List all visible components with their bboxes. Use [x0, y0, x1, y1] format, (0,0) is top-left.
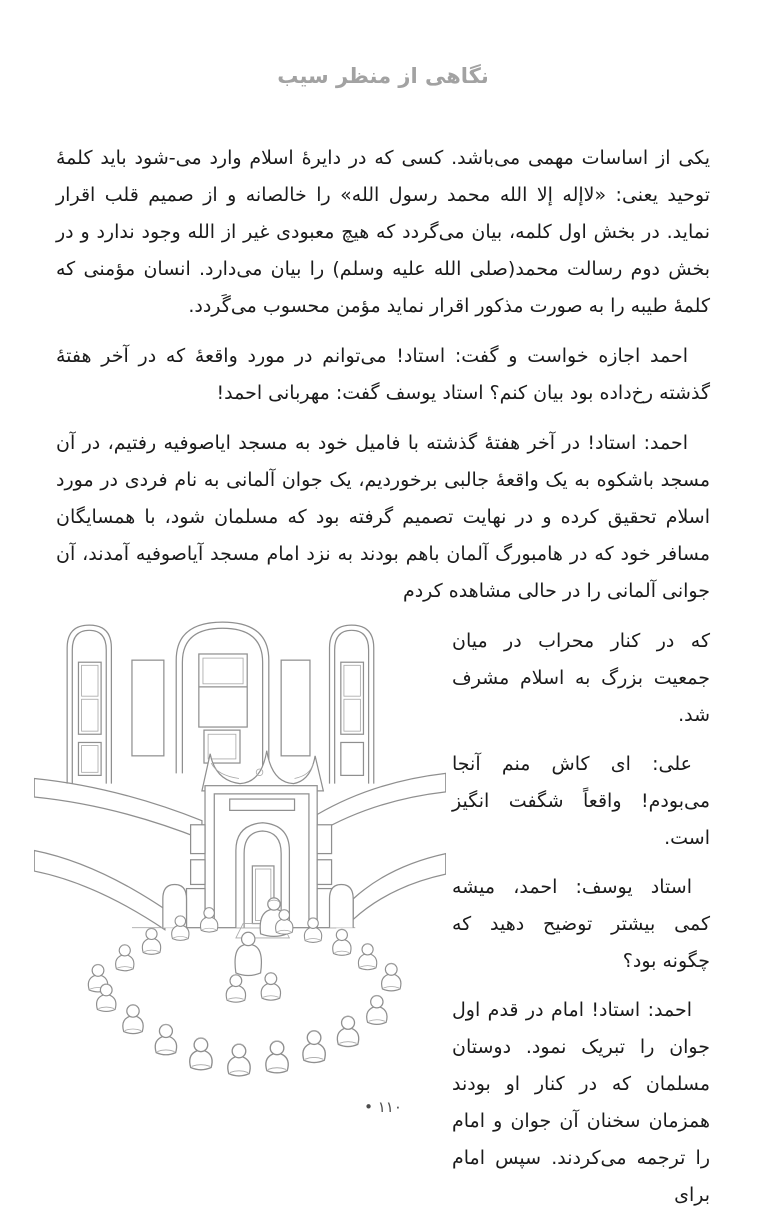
mosque-illustration-svg — [34, 619, 446, 1082]
mosque-windows — [67, 622, 374, 784]
paragraph-5: استاد یوسف: احمد، میشه کمی بیشتر توضیح دهید که چگونه بود؟ — [452, 876, 710, 972]
narrow-text-column — [452, 623, 710, 1226]
paragraph-2: احمد اجازه خواست و گفت: استاد! می‌توانم در مورد واقعهٔ که در آخر هفتهٔ گذشته رخ‌داده بود بیان کنم؟ استاد یوسف گفت: مهربانی احمد! — [56, 345, 710, 404]
page-number: • ۱۱۰ — [364, 1098, 402, 1116]
paragraph-1: یکی از اساسات مهمی می‌باشد. کسی که در دایرهٔ اسلام وارد می-شود باید کلمهٔ توحید یعنی: «لاإله إلا الله محمد رسول الله» را خالصانه و از صمیم قلب اقرار نماید. در بخش اول کلمه، بیان می‌گردد که هیچ معبودی غیر از الله وجود ندارد و در بخش دوم رسالت محمد(صلی الله علیه وسلم) را بیان می‌دارد. انسان مؤمنی که کلمهٔ طیبه را به صورت مذکور اقرار نماید مؤمن محسوب می‌گَردد. — [56, 147, 710, 317]
page-content — [56, 140, 710, 1226]
page-footer — [0, 1098, 766, 1116]
student-back-figure — [235, 932, 261, 975]
page-title: نگاهی از منظر سیب — [277, 64, 489, 88]
page-header — [0, 0, 766, 88]
paragraph-6: احمد: استاد! امام در قدم اول جوان را تبریک نمود. دوستان مسلمان که در کنار او بودند همزمان سخنان آن جوان و امام را ترجمه می‌کردند. سپس امام برای — [452, 999, 710, 1206]
paragraph-4: علی: ای کاش منم آنجا می‌بودم! واقعاً شگفت انگیز است. — [452, 753, 710, 849]
paragraph-3-narrow: که در کنار محراب در میان جمعیت بزرگ به اسلام مشرف شد. — [452, 630, 710, 726]
paragraph-3-wide: احمد: استاد! در آخر هفتهٔ گذشته با فامیل خود به مسجد ایاصوفیه رفتیم، در آن مسجد باشکوه به یک واقعهٔ جالبی برخوردیم، یک جوان آلمانی به نام فردی در مورد اسلام تحقیق کرده و در نهایت تصمیم گرفته بود که مسلمان شود، با همسایگان مسافر خود که در هامبورگ آلمان باهم بودند به نزد امام مسجد آیاصوفیه آمدند، آن جوانی آلمانی را در حالی مشاهده کردم — [56, 432, 710, 602]
mosque-illustration — [34, 619, 446, 1095]
illustration-text-row — [56, 623, 710, 1226]
